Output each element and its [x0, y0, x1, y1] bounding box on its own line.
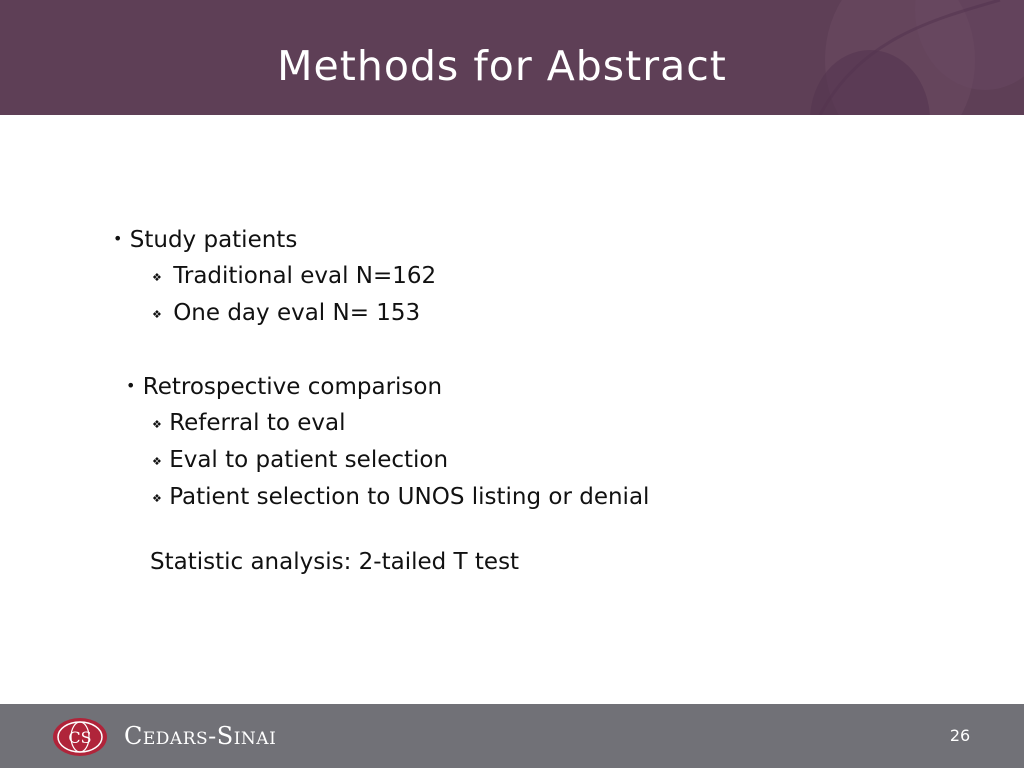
diamond-bullet-icon: ❖ — [152, 271, 162, 284]
logo-mark-text: CS — [68, 728, 92, 747]
diamond-bullet-icon: ❖ — [152, 418, 162, 431]
bullet-text: Study patients — [129, 227, 298, 253]
diamond-bullet-icon: ❖ — [152, 308, 162, 321]
cedars-sinai-logo-icon — [51, 716, 109, 758]
bullet-dot-icon: • — [126, 376, 136, 395]
page-number: 26 — [949, 726, 971, 745]
footer-band — [0, 704, 1024, 768]
bullet-retrospective-comparison — [126, 372, 442, 401]
bullet-study-patients — [113, 225, 297, 254]
statistic-analysis-note: Statistic analysis: 2-tailed T test — [150, 549, 520, 575]
sub-bullet-one-day-eval — [152, 299, 420, 329]
logo-wordmark: CEDARS-SINAI — [124, 722, 277, 750]
sub-bullet-text: Referral to eval — [169, 410, 346, 436]
sub-bullet-referral-to-eval — [152, 409, 345, 439]
slide-title: Methods for Abstract — [277, 42, 727, 90]
sub-bullet-selection-to-unos — [152, 483, 649, 513]
sub-bullet-traditional-eval — [152, 262, 436, 292]
sub-bullet-eval-to-selection — [152, 446, 448, 476]
sub-bullet-text: Patient selection to UNOS listing or denial — [169, 484, 650, 510]
diamond-bullet-icon: ❖ — [152, 455, 162, 468]
bullet-dot-icon: • — [113, 229, 123, 248]
bullet-text: Retrospective comparison — [142, 374, 443, 400]
sub-bullet-text: One day eval N= 153 — [173, 300, 421, 326]
diamond-bullet-icon: ❖ — [152, 492, 162, 505]
sub-bullet-text: Eval to patient selection — [169, 447, 449, 473]
sub-bullet-text: Traditional eval N=162 — [173, 263, 437, 289]
